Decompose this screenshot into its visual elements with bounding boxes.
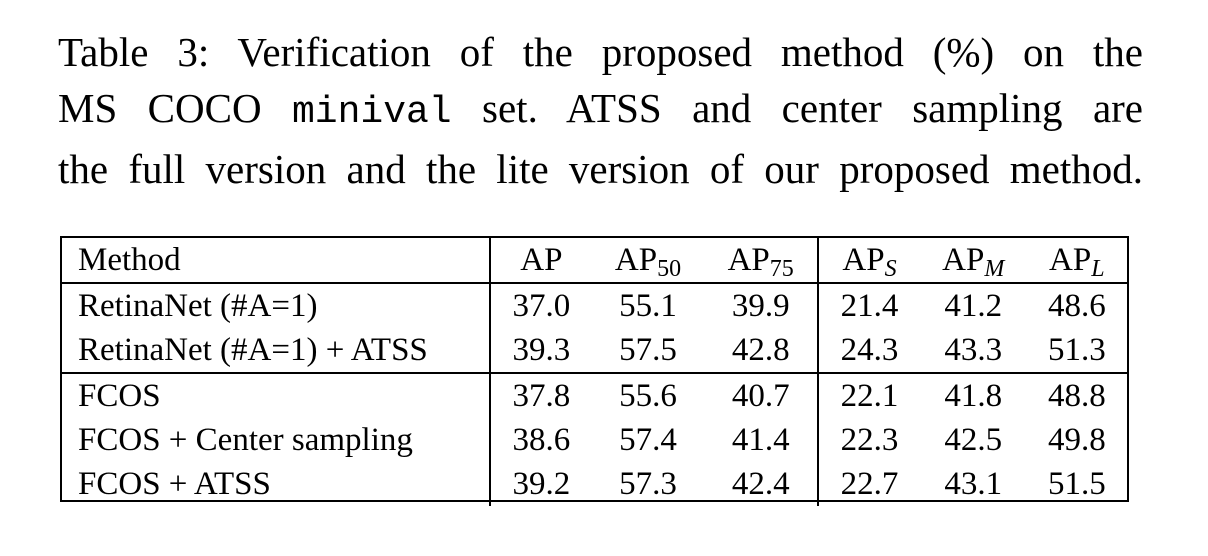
header-apl	[1027, 238, 1127, 283]
cell-apl: 49.8	[1047, 422, 1106, 458]
header-apm-sub: M	[984, 256, 1005, 282]
cell-apl: 51.5	[1047, 466, 1106, 502]
cell-ap50: 55.1	[619, 288, 677, 324]
header-apm-base: AP	[942, 242, 985, 278]
cell-ap50: 55.6	[619, 378, 677, 414]
cell-aps: 22.1	[818, 373, 920, 418]
table-row	[62, 373, 1127, 418]
cell-ap: 38.6	[490, 418, 592, 462]
cell-ap75: 40.7	[731, 378, 790, 414]
header-apm	[920, 238, 1027, 283]
table-caption	[58, 24, 1143, 197]
cell-ap75: 39.9	[731, 288, 790, 324]
cell-aps: 22.3	[818, 418, 920, 462]
header-ap75-base: AP	[727, 242, 770, 278]
results-table	[62, 238, 1127, 506]
table-header-row	[62, 238, 1127, 283]
cell-ap50: 57.3	[619, 466, 677, 502]
caption-line-2-start: MS COCO	[58, 85, 262, 131]
cell-ap: 39.2	[490, 462, 592, 506]
header-ap50-base: AP	[614, 242, 658, 278]
header-apl-sub: L	[1091, 256, 1105, 282]
cell-method: RetinaNet (#A=1) + ATSS	[62, 328, 490, 373]
caption-line-1: Table 3: Verification of the proposed method (%) on the	[58, 29, 1143, 75]
cell-apm: 41.2	[944, 288, 1003, 324]
cell-ap50: 57.5	[592, 328, 704, 373]
cell-apm: 41.8	[944, 378, 1003, 414]
cell-ap75: 41.4	[731, 422, 790, 458]
cell-apl: 48.8	[1047, 378, 1106, 414]
table-row	[62, 283, 1127, 328]
header-ap50-sub: 50	[657, 256, 682, 282]
cell-apl: 48.6	[1047, 288, 1106, 324]
results-table-frame	[60, 236, 1129, 502]
table-row	[62, 328, 1127, 373]
cell-aps: 21.4	[818, 283, 920, 328]
header-aps-sub: S	[884, 256, 897, 282]
header-ap: AP	[490, 238, 592, 283]
cell-aps: 24.3	[818, 328, 920, 373]
caption-line-3: the full version and the lite version of our proposed method.	[58, 146, 1143, 192]
caption-minival: minival	[291, 91, 452, 134]
caption-line-2	[58, 80, 1143, 141]
cell-method: FCOS	[78, 378, 161, 414]
cell-ap: 37.0	[490, 283, 592, 328]
cell-apm: 43.3	[920, 328, 1027, 373]
cell-ap75: 42.8	[704, 328, 818, 373]
cell-method: RetinaNet (#A=1)	[78, 288, 318, 324]
header-aps-base: AP	[842, 242, 885, 278]
cell-ap: 37.8	[490, 373, 592, 418]
table-row	[62, 418, 1127, 462]
table-row	[62, 462, 1127, 506]
cell-apm: 43.1	[944, 466, 1003, 502]
cell-method: FCOS + Center sampling	[78, 422, 413, 458]
header-ap75-sub: 75	[769, 256, 794, 282]
caption-line-2-end: set. ATSS and center sampling are	[482, 85, 1143, 131]
cell-ap: 39.3	[490, 328, 592, 373]
cell-method: FCOS + ATSS	[78, 466, 271, 502]
header-method: Method	[62, 238, 490, 283]
cell-apm: 42.5	[944, 422, 1003, 458]
cell-ap75: 42.4	[731, 466, 790, 502]
cell-apl: 51.3	[1027, 328, 1127, 373]
cell-aps: 22.7	[818, 462, 920, 506]
header-aps	[818, 238, 920, 283]
header-ap75	[704, 238, 818, 283]
cell-ap50: 57.4	[619, 422, 677, 458]
header-apl-base: AP	[1049, 242, 1092, 278]
header-ap50	[592, 238, 704, 283]
